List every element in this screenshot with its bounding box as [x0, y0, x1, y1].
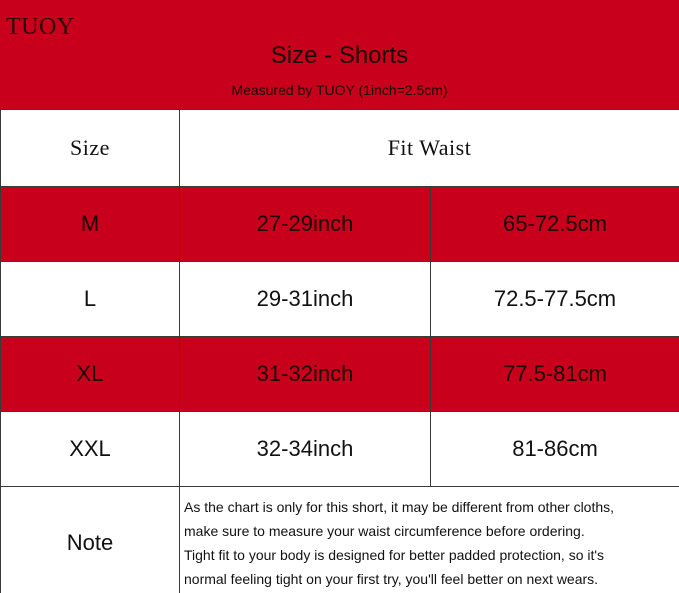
size-chart-header	[0, 0, 679, 109]
size-column-header: Size	[1, 110, 180, 187]
brand-logo-text: TUOY	[6, 14, 75, 40]
table-row	[1, 412, 679, 487]
note-text	[180, 487, 679, 593]
note-line: normal feeling tight on your first try, you'll feel better on next wears.	[184, 571, 599, 587]
table-header-row	[1, 110, 679, 187]
table-row	[1, 187, 679, 262]
waist-inch-cell: 32-34inch	[180, 412, 431, 487]
chart-subtitle: Measured by TUOY (1inch=2.5cm)	[231, 82, 448, 98]
note-line: Tight fit to your body is designed for better padded protection, so it's	[184, 547, 605, 563]
waist-inch-cell: 29-31inch	[180, 262, 431, 337]
size-cell: XL	[1, 337, 180, 412]
size-table	[0, 109, 679, 593]
waist-cm-cell: 81-86cm	[431, 412, 679, 487]
waist-cm-cell: 72.5-77.5cm	[431, 262, 679, 337]
waist-inch-cell: 27-29inch	[180, 187, 431, 262]
size-cell: L	[1, 262, 180, 337]
fit-waist-column-header: Fit Waist	[180, 110, 679, 187]
waist-inch-cell: 31-32inch	[180, 337, 431, 412]
waist-cm-cell: 65-72.5cm	[431, 187, 679, 262]
note-label: Note	[1, 487, 180, 593]
size-cell: M	[1, 187, 180, 262]
table-row	[1, 337, 679, 412]
note-line: As the chart is only for this short, it may be different from other cloths,	[184, 499, 615, 515]
chart-title: Size - Shorts	[270, 42, 409, 69]
waist-cm-cell: 77.5-81cm	[431, 337, 679, 412]
size-cell: XXL	[1, 412, 180, 487]
table-row	[1, 262, 679, 337]
note-line: make sure to measure your waist circumference before ordering.	[184, 523, 585, 539]
note-row	[1, 487, 679, 593]
